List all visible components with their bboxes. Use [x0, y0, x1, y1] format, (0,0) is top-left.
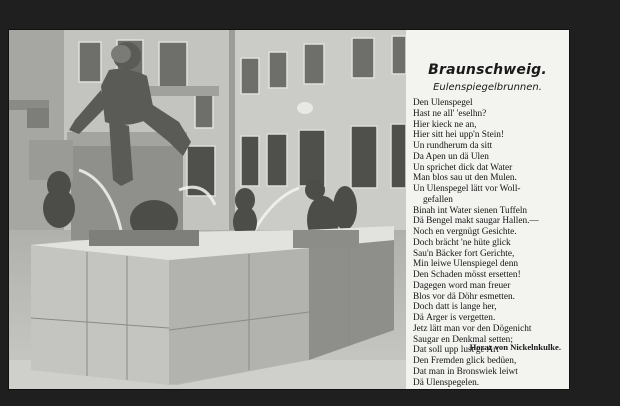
poem-line: Hier sitt hei upp'n Stein! [413, 130, 505, 141]
poem-line: Dat soll upp lust'ge Art [413, 345, 499, 356]
fountain-photo-drawing [9, 30, 406, 389]
poem-author: Horaz von Nickelnkulke. [469, 342, 561, 352]
poem-line: Doch datt is lange her, [413, 302, 497, 313]
poem-line: Doch brächt 'ne hüte glick [413, 237, 511, 248]
poem-line: Dä Ulenspegelen. [413, 377, 480, 388]
fountain-photo [9, 30, 406, 389]
fountain-subtitle: Eulenspiegelbrunnen. [433, 82, 542, 93]
poem-line: Da Apen un dä Ulen [413, 151, 489, 162]
postcard [9, 30, 569, 389]
poem-line: Blos vor dä Döhr esmetten. [413, 291, 515, 302]
poem-line: Saugar en Denkmal setten; [413, 334, 513, 345]
poem-line: Noch en vergnügt Gesichte. [413, 227, 517, 237]
poem-line: Jetz lätt man vor den Dögenicht [413, 323, 532, 334]
poem-line: Dä Bengel makt saugar Hallen.— [413, 216, 539, 227]
poem-line: Dagegen word man freuer [413, 280, 511, 291]
poem-line: Sau'n Bäcker fort Gerichte, [413, 248, 515, 259]
city-title: Braunschweig. [428, 62, 547, 78]
poem-panel [406, 30, 569, 389]
poem-line: Dat man in Bronswiek leiwt [413, 366, 518, 377]
poem-line: Min leiwe Ulenspiegel denn [413, 259, 519, 270]
poem-line: Hier kieck ne an, [413, 119, 477, 130]
poem-line: Binah int Water sienen Tuffeln [413, 205, 528, 216]
poem-line: gefallen [423, 194, 453, 205]
poem-line: Un rundherum da sitt [413, 141, 493, 151]
poem-line: Man blos sau ut den Mulen. [413, 173, 517, 184]
poem-line: Dä Ärger is vergetten. [413, 313, 496, 323]
poem-line: Un sprichet dick dat Water [413, 162, 513, 173]
poem-line: Hast ne all' 'eselhn? [413, 108, 487, 119]
poem-line: Un Ulenspegel lätt vor Woll- [413, 184, 521, 194]
poem-line: Den Schaden mösst ersetten! [413, 270, 521, 280]
poem-line: Den Ulenspegel [413, 98, 473, 108]
poem-line: Den Fremden glick bedüen, [413, 356, 517, 366]
